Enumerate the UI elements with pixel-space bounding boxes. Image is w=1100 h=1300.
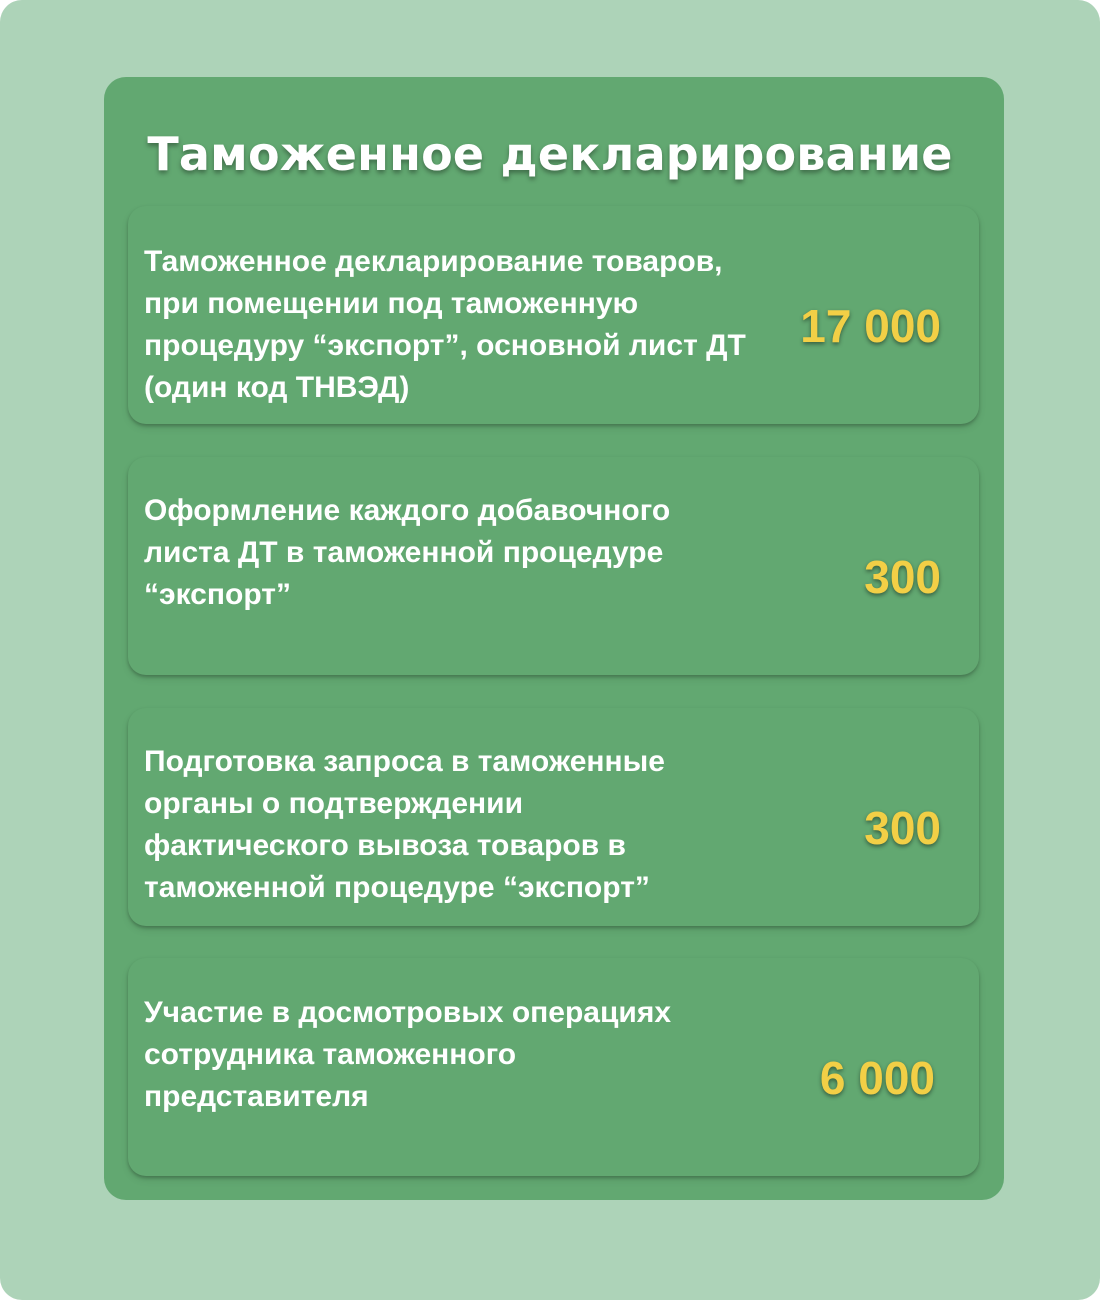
service-description: Таможенное декларирование товаров, при помещении под таможенную процедуру “экспорт”, основной лист ДТ (один код ТНВЭД) (144, 245, 746, 404)
service-price: 300 (864, 551, 941, 603)
service-description: Оформление каждого добавочного листа ДТ в таможенной процедуре “экспорт” (144, 494, 671, 611)
service-row (128, 206, 979, 424)
service-price: 6 000 (819, 1052, 935, 1104)
service-description: Подготовка запроса в таможенные органы о подтверждении фактического вывоза товаров в таможенной процедуре “экспорт” (144, 745, 665, 904)
service-row (128, 457, 979, 675)
service-row (128, 708, 979, 926)
service-price: 17 000 (800, 300, 941, 352)
service-price: 300 (864, 802, 941, 854)
service-description: Участие в досмотровых операциях сотрудника таможенного представителя (144, 996, 672, 1113)
service-row (128, 958, 979, 1176)
page-title: Таможенное декларирование (147, 127, 953, 181)
